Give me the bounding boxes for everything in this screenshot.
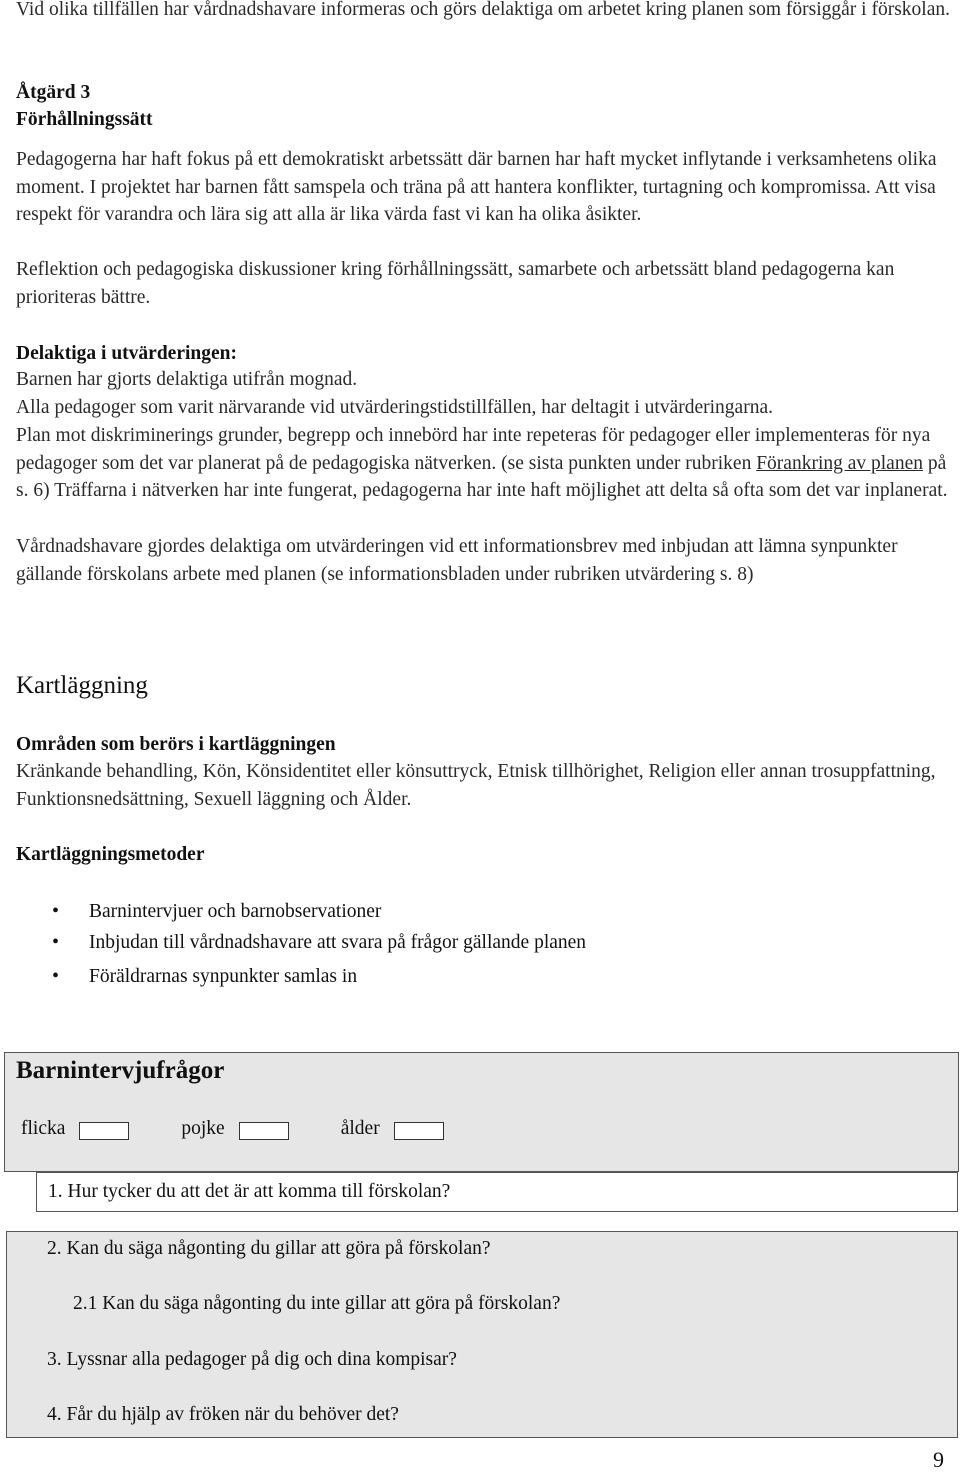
list-item: • Barnintervjuer och barnobservationer [52, 898, 586, 929]
interview-fields [21, 1115, 444, 1143]
atgard-paragraph [16, 146, 950, 229]
delaktiga-line-1: Barnen har gjorts delaktiga utifrån mognad. [16, 369, 358, 390]
interview-title: Barnintervjufrågor [16, 1057, 225, 1084]
interview-header-box [4, 1052, 959, 1172]
flicka-label: flicka [21, 1118, 66, 1139]
delaktiga-line-3-text-end: på s. 6) Träffarna i nätverken har inte fungerat, pedagogerna har inte haft möjlighet att delta så ofta som det var inplanerat. [16, 452, 948, 501]
delaktiga-line-4: Vårdnadshavare gjordes delaktiga om utvärderingen vid ett informationsbrev med inbjudan att lämna synpunkter gällande förskolans arbete med planen (se informationsbladen under rubriken utvärdering s. 8) [16, 536, 898, 585]
list-item: • Föräldrarnas synpunkter samlas in [52, 963, 586, 994]
question-1: 1. Hur tycker du att det är att komma till förskolan? [48, 1181, 451, 1202]
omraden-text: Kränkande behandling, Kön, Könsidentitet eller könsuttryck, Etnisk tillhörighet, Religion eller annan trosuppfattning, Funktionsnedsättning, Sexuell läggning och Ålder. [16, 761, 936, 810]
delaktiga-line-3 [16, 422, 950, 505]
question-1-box [36, 1172, 958, 1212]
pojke-label: pojke [181, 1118, 225, 1139]
question-2: 2. Kan du säga någonting du gillar att göra på förskolan? [47, 1238, 491, 1259]
alder-label: ålder [340, 1118, 380, 1139]
atgard-text-3: Att visa respekt för varandra och lära sig att alla är lika värda fast vi kan ha olika åsikter. [16, 176, 936, 225]
delaktiga-line-3-text: Plan mot diskriminerings grunder, begrepp och innebörd har inte repeteras för pedagoger eller implementeras för nya pedagoger som det var planerat på de pedagogiska nätverken. (se sista punkten under rubriken [16, 425, 931, 474]
pojke-field[interactable] [239, 1122, 289, 1140]
flicka-field[interactable] [79, 1122, 129, 1140]
list-item: • Inbjudan till vårdnadshavare att svara på frågor gällande planen [52, 929, 586, 960]
delaktiga-heading: Delaktiga i utvärderingen: [16, 343, 237, 364]
atgard-text-2: I projektet har barnen fått samspela och träna på att hantera konflikter, turtagning och kompromissa. [89, 176, 871, 198]
question-2-1: 2.1 Kan du säga någonting du inte gillar att göra på förskolan? [73, 1293, 561, 1314]
alder-field[interactable] [394, 1122, 444, 1140]
delaktiga-line-2: Alla pedagoger som varit närvarande vid utvärderingstidstillfällen, har deltagit i utvärderingarna. [16, 397, 773, 418]
question-3: 3. Lyssnar alla pedagoger på dig och dina kompisar? [47, 1349, 457, 1370]
questions-box [6, 1231, 958, 1438]
forankring-link[interactable]: Förankring av planen [756, 452, 923, 474]
metoder-heading: Kartläggningsmetoder [16, 844, 205, 865]
kartlaggning-heading: Kartläggning [16, 672, 148, 699]
atgard-text-1: Pedagogerna har haft fokus på ett demokratiskt arbetssätt där barnen har haft mycket inflytande i verksamhetens olika moment. [16, 149, 937, 198]
atgard-subtitle: Förhållningssätt [16, 109, 153, 130]
page-number: 9 [933, 1447, 944, 1472]
atgard-reflection: Reflektion och pedagogiska diskussioner kring förhållningssätt, samarbete och arbetssätt bland pedagogerna kan prioriteras bättre. [16, 259, 895, 308]
metoder-list [52, 898, 586, 991]
intro-paragraph: Vid olika tillfällen har vårdnadshavare informeras och görs delaktiga om arbetet kring planen som försiggår i förskolan. [16, 0, 950, 20]
question-4: 4. Får du hjälp av fröken när du behöver det? [47, 1404, 399, 1425]
omraden-heading: Områden som berörs i kartläggningen [16, 734, 336, 755]
atgard-title: Åtgärd 3 [16, 82, 91, 103]
